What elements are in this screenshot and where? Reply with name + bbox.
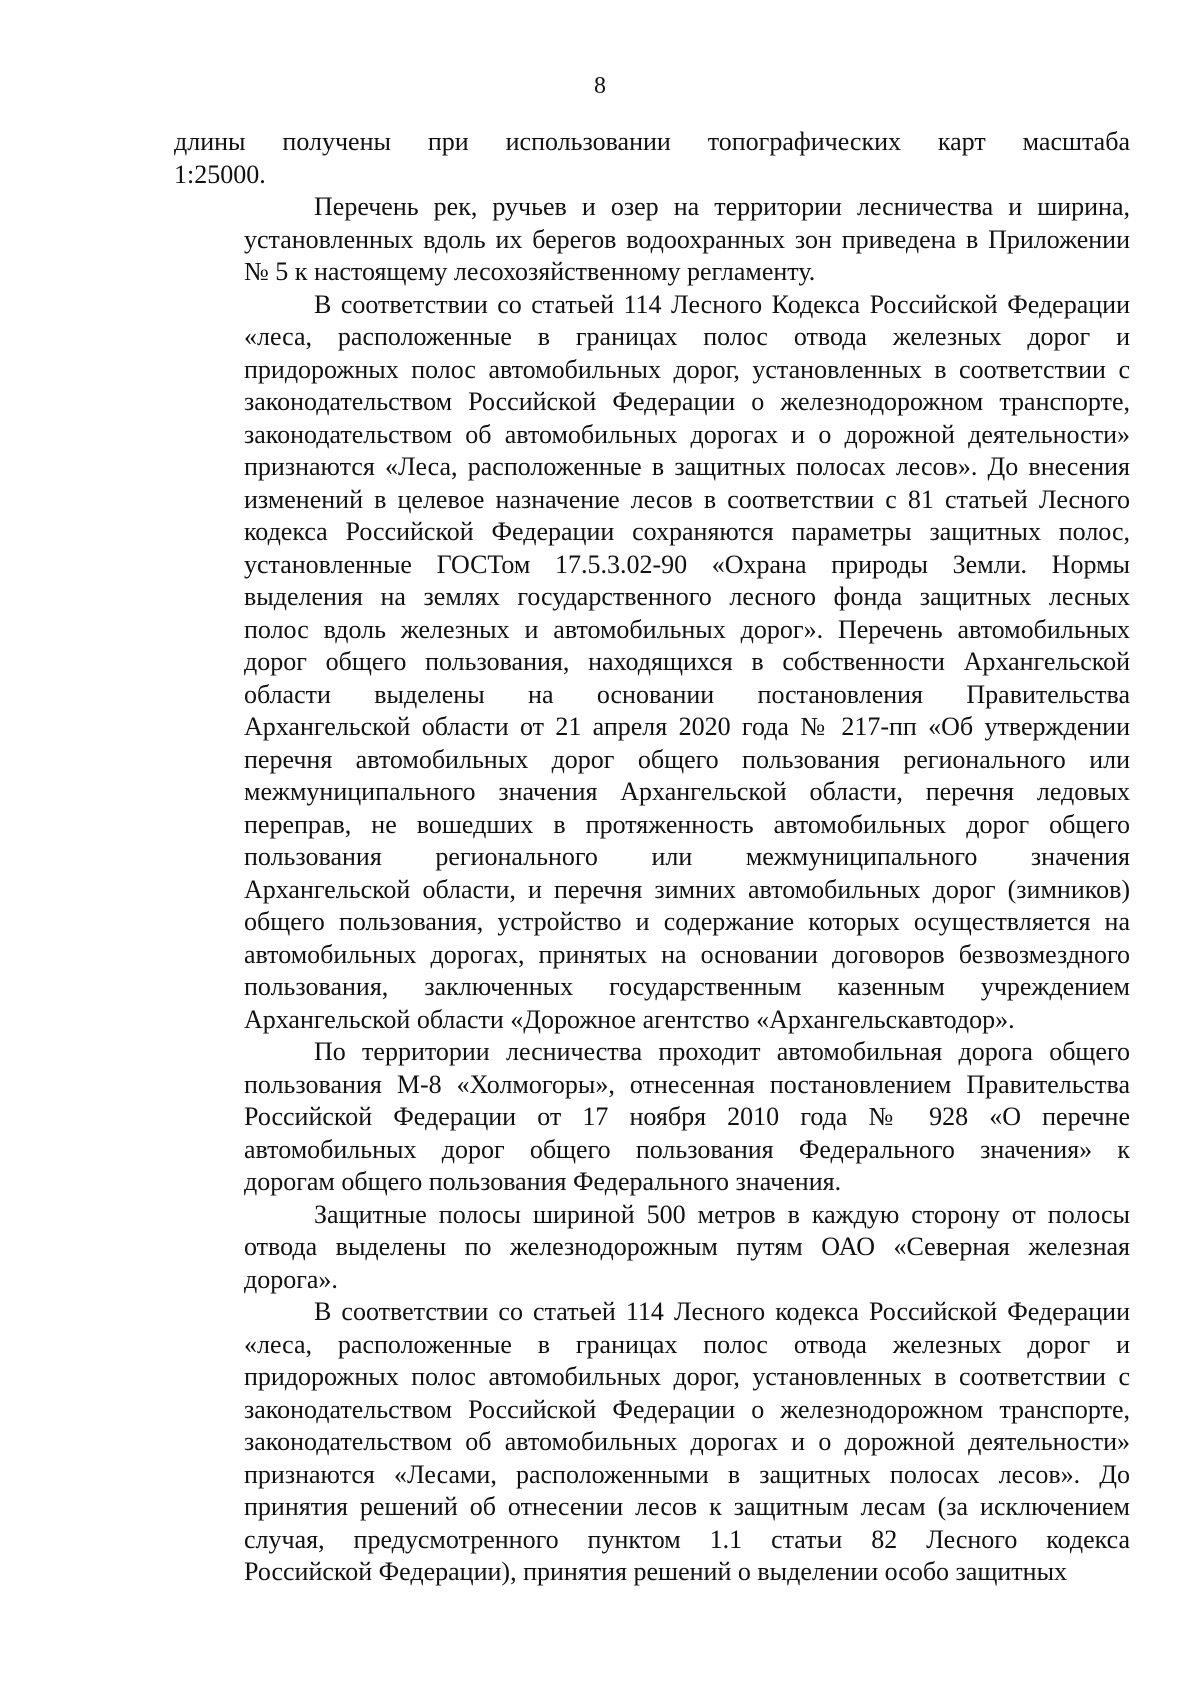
text-line: длины получены при использовании топографических карт масштаба — [174, 127, 1130, 156]
text-line: По территории лесничества проходит автомобильная дорога общего — [314, 1037, 1130, 1066]
text-line: кодекса Российской Федерации сохраняются параметры защитных полос, — [244, 517, 1130, 546]
text-line: дорога». — [244, 1264, 338, 1294]
text-line: Российской Федерации от 17 ноября 2010 года № 928 «О перечне — [244, 1102, 1130, 1131]
text-line: полос вдоль железных и автомобильных дорог». Перечень автомобильных — [244, 614, 1130, 644]
text-line: области выделены на основании постановления Правительства — [244, 679, 1130, 709]
text-line: установленных вдоль их берегов водоохранных зон приведена в Приложении — [244, 224, 1130, 254]
paragraph — [174, 1296, 1130, 1589]
text-line: придорожных полос автомобильных дорог, установленных в соответствии с — [244, 354, 1130, 384]
text-line: признаются «Лесами, расположенными в защитных полосах лесов». До — [244, 1459, 1130, 1489]
text-line: 1:25000. — [174, 159, 266, 189]
text-line: «леса, расположенные в границах полос отвода железных дорог и — [244, 1329, 1130, 1359]
text-line: Архангельской области, и перечня зимних автомобильных дорог (зимников) — [244, 874, 1130, 904]
text-line: случая, предусмотренного пунктом 1.1 статьи 82 Лесного кодекса — [244, 1524, 1130, 1554]
text-line: автомобильных дорогах, принятых на основании договоров безвозмездного — [244, 939, 1130, 969]
text-line: переправ, не вошедших в протяженность автомобильных дорог общего — [244, 809, 1130, 839]
text-line: перечня автомобильных дорог общего пользования регионального или — [244, 744, 1130, 774]
text-line: автомобильных дорог общего пользования Федерального значения» к — [244, 1134, 1130, 1164]
text-line: Архангельской области «Дорожное агентство «Архангельскавтодор». — [244, 1004, 1015, 1034]
text-line: придорожных полос автомобильных дорог, установленных в соответствии с — [244, 1362, 1130, 1391]
page-number: 8 — [594, 73, 606, 99]
paragraph — [174, 126, 1130, 191]
text-line: Защитные полосы шириной 500 метров в каждую сторону от полосы — [314, 1199, 1130, 1229]
text-line: законодательством Российской Федерации о железнодорожном транспорте, — [244, 1394, 1130, 1424]
text-line: В соответствии со статьей 114 Лесного Кодекса Российской Федерации — [314, 289, 1130, 319]
text-line: пользования регионального или межмуниципального значения — [244, 842, 1130, 871]
paragraph — [174, 1199, 1130, 1297]
text-line: установленные ГОСТом 17.5.3.02-90 «Охрана природы Земли. Нормы — [244, 549, 1130, 579]
text-line: пользования М-8 «Холмогоры», отнесенная постановлением Правительства — [244, 1069, 1130, 1099]
text-line: Перечень рек, ручьев и озер на территории лесничества и ширина, — [314, 192, 1130, 221]
text-line: «леса, расположенные в границах полос отвода железных дорог и — [244, 322, 1130, 351]
text-line: Архангельской области от 21 апреля 2020 года № 217-пп «Об утверждении — [244, 712, 1130, 741]
paragraph — [174, 1036, 1130, 1199]
text-line: изменений в целевое назначение лесов в соответствии с 81 статьей Лесного — [244, 484, 1130, 514]
text-line: законодательством об автомобильных дорогах и о дорожной деятельности» — [244, 1427, 1130, 1456]
text-line: № 5 к настоящему лесохозяйственному регламенту. — [244, 257, 816, 286]
text-line: общего пользования, устройство и содержание которых осуществляется на — [244, 907, 1130, 936]
text-line: принятия решений об отнесении лесов к защитным лесам (за исключением — [244, 1492, 1130, 1521]
text-line: пользования, заключенных государственным казенным учреждением — [244, 972, 1130, 1001]
paragraph — [174, 289, 1130, 1037]
text-line: Российской Федерации), принятия решений о выделении особо защитных — [244, 1557, 1068, 1586]
text-line: В соответствии со статьей 114 Лесного кодекса Российской Федерации — [314, 1297, 1130, 1326]
paragraph — [174, 191, 1130, 289]
text-line: межмуниципального значения Архангельской области, перечня ледовых — [244, 777, 1130, 806]
text-line: отвода выделены по железнодорожным путям ОАО «Северная железная — [244, 1232, 1130, 1261]
text-line: дорогам общего пользования Федерального значения. — [244, 1167, 842, 1196]
document-body — [174, 126, 1130, 1589]
text-line: законодательством Российской Федерации о железнодорожном транспорте, — [244, 387, 1130, 416]
text-line: дорог общего пользования, находящихся в собственности Архангельской — [244, 647, 1130, 676]
text-line: выделения на землях государственного лесного фонда защитных лесных — [244, 582, 1130, 611]
text-line: признаются «Леса, расположенные в защитных полосах лесов». До внесения — [244, 452, 1130, 481]
text-line: законодательством об автомобильных дорогах и о дорожной деятельности» — [244, 419, 1130, 449]
